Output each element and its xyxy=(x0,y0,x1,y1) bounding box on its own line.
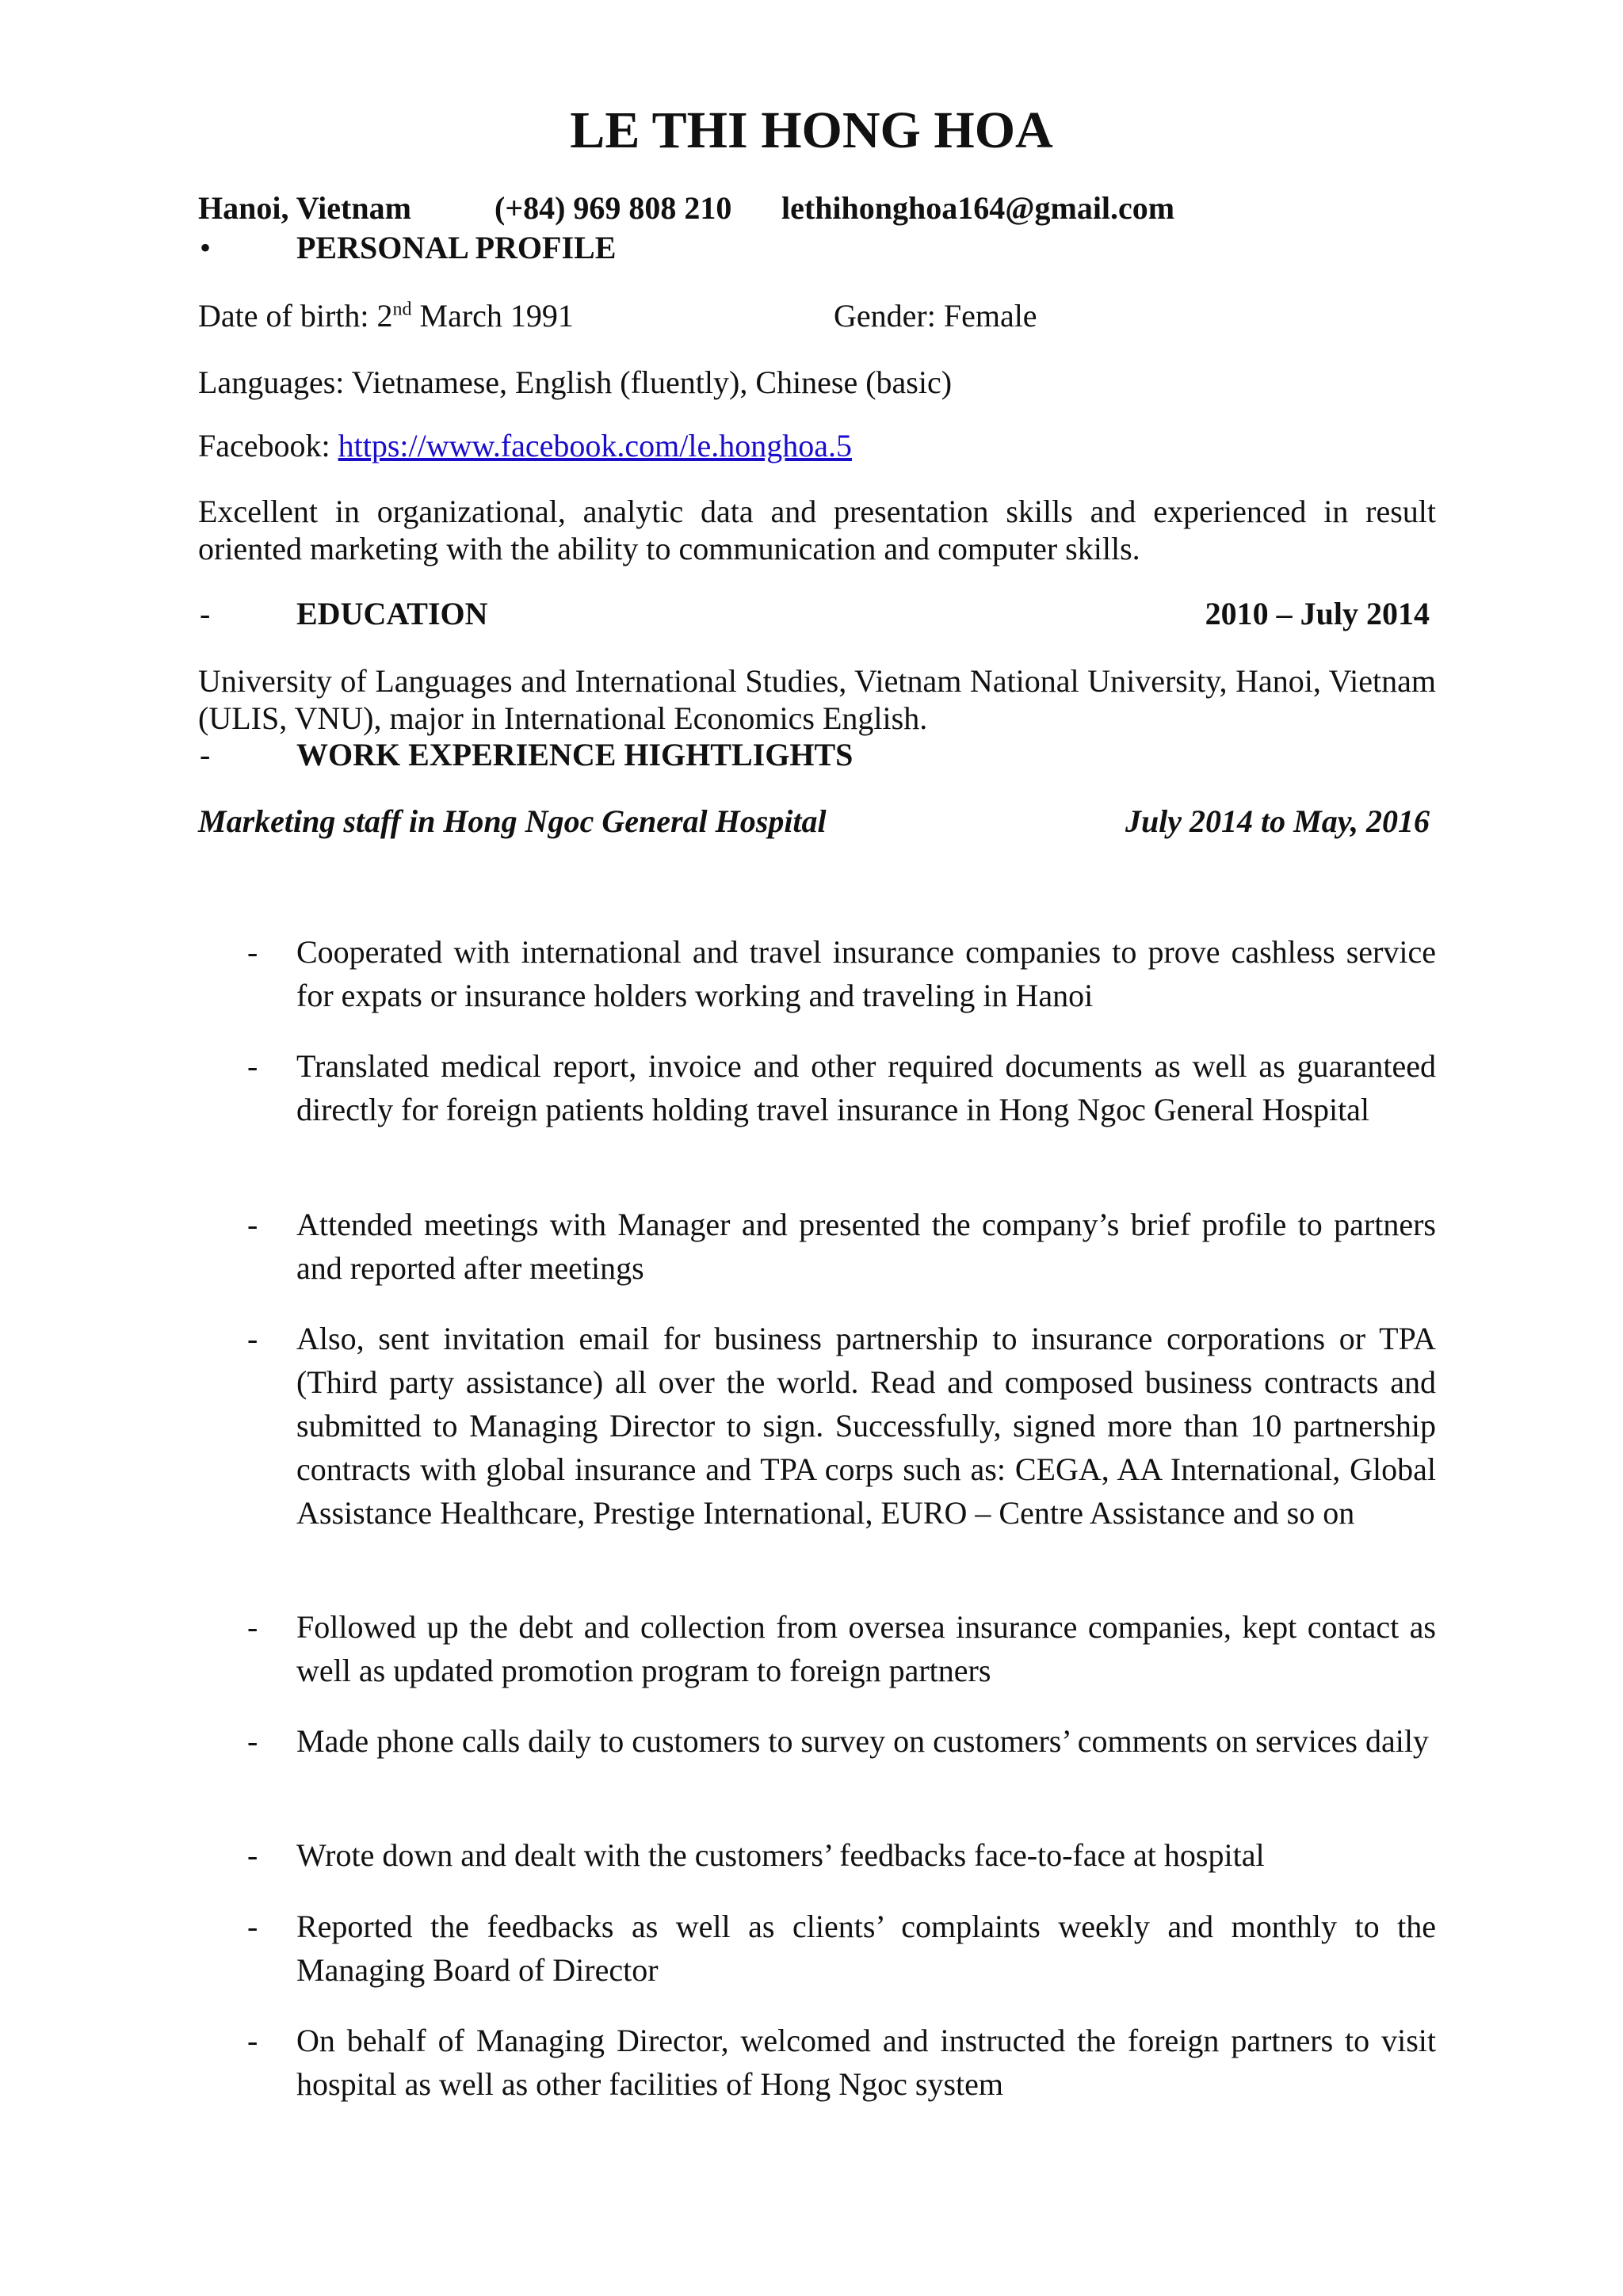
work-bullet: Cooperated with international and travel insurance companies to prove cashless service for expats or insurance holders working and traveling in Hanoi xyxy=(296,934,1436,1013)
work-bullet: Wrote down and dealt with the customers’ feedbacks face-to-face at hospital xyxy=(296,1837,1265,1873)
work-bullet: Attended meetings with Manager and presented the company’s brief profile to partners and reported after meetings xyxy=(296,1207,1436,1286)
bullet-dash: - xyxy=(247,1609,258,1645)
profile-heading: PERSONAL PROFILE xyxy=(296,230,617,265)
profile-summary: Excellent in organizational, analytic data and presentation skills and experienced in result oriented marketing with the ability to communication and computer skills. xyxy=(198,494,1436,566)
job-period: July 2014 to May, 2016 xyxy=(1125,803,1430,839)
education-text: University of Languages and International Studies, Vietnam National University, Hanoi, Vietnam (ULIS, VNU), major in International Economics English. xyxy=(198,663,1436,736)
contact-location: Hanoi, Vietnam xyxy=(198,190,411,226)
work-bullet: Followed up the debt and collection from oversea insurance companies, kept contact as well as updated promotion program to foreign partners xyxy=(296,1609,1436,1688)
bullet-dash: - xyxy=(247,1909,258,1944)
education-dash: - xyxy=(200,596,211,631)
bullet-dash: - xyxy=(247,1837,258,1873)
work-bullet: Also, sent invitation email for business partnership to insurance corporations or TPA (Third party assistance) all over the world. Read and composed business contracts and submitted to Managing Director to sign. Successfully, signed more than 10 partnership contracts with global insurance and TPA corps such as: CEGA, AA International, Global Assistance Healthcare, Prestige International, EURO – Centre Assistance and so on xyxy=(296,1321,1436,1531)
work-bullet: Translated medical report, invoice and other required documents as well as guaranteed directly for foreign patients holding travel insurance in Hong Ngoc General Hospital xyxy=(296,1048,1436,1127)
facebook-link[interactable]: https://www.facebook.com/le.honghoa.5 xyxy=(338,428,853,463)
contact-phone: (+84) 969 808 210 xyxy=(495,190,732,226)
languages: Languages: Vietnamese, English (fluently), Chinese (basic) xyxy=(198,364,953,400)
work-bullet: On behalf of Managing Director, welcomed and instructed the foreign partners to visit hospital as well as other facilities of Hong Ngoc system xyxy=(296,2023,1436,2102)
bullet-dash: - xyxy=(247,2023,258,2058)
date-of-birth: Date of birth: 2nd March 1991 xyxy=(198,298,574,334)
education-heading: EDUCATION xyxy=(296,596,488,631)
work-dash: - xyxy=(200,737,211,772)
bullet-dash: - xyxy=(247,1207,258,1242)
work-bullet: Reported the feedbacks as well as clients’ complaints weekly and monthly to the Managing Board of Director xyxy=(296,1909,1436,1988)
bullet-dash: - xyxy=(247,934,258,970)
resume-name: LE THI HONG HOA xyxy=(570,101,1053,159)
bullet-dash: - xyxy=(247,1321,258,1356)
contact-email[interactable]: lethihonghoa164@gmail.com xyxy=(781,190,1175,226)
profile-bullet: • xyxy=(200,230,212,265)
gender: Gender: Female xyxy=(834,298,1037,334)
work-bullet: Made phone calls daily to customers to survey on customers’ comments on services daily xyxy=(296,1723,1429,1759)
education-period: 2010 – July 2014 xyxy=(1205,596,1430,631)
bullet-dash: - xyxy=(247,1048,258,1084)
facebook-line: Facebook: https://www.facebook.com/le.honghoa.5 xyxy=(198,428,853,463)
bullet-dash: - xyxy=(247,1723,258,1759)
work-heading: WORK EXPERIENCE HIGHTLIGHTS xyxy=(296,737,854,772)
job-title: Marketing staff in Hong Ngoc General Hospital xyxy=(198,803,827,839)
